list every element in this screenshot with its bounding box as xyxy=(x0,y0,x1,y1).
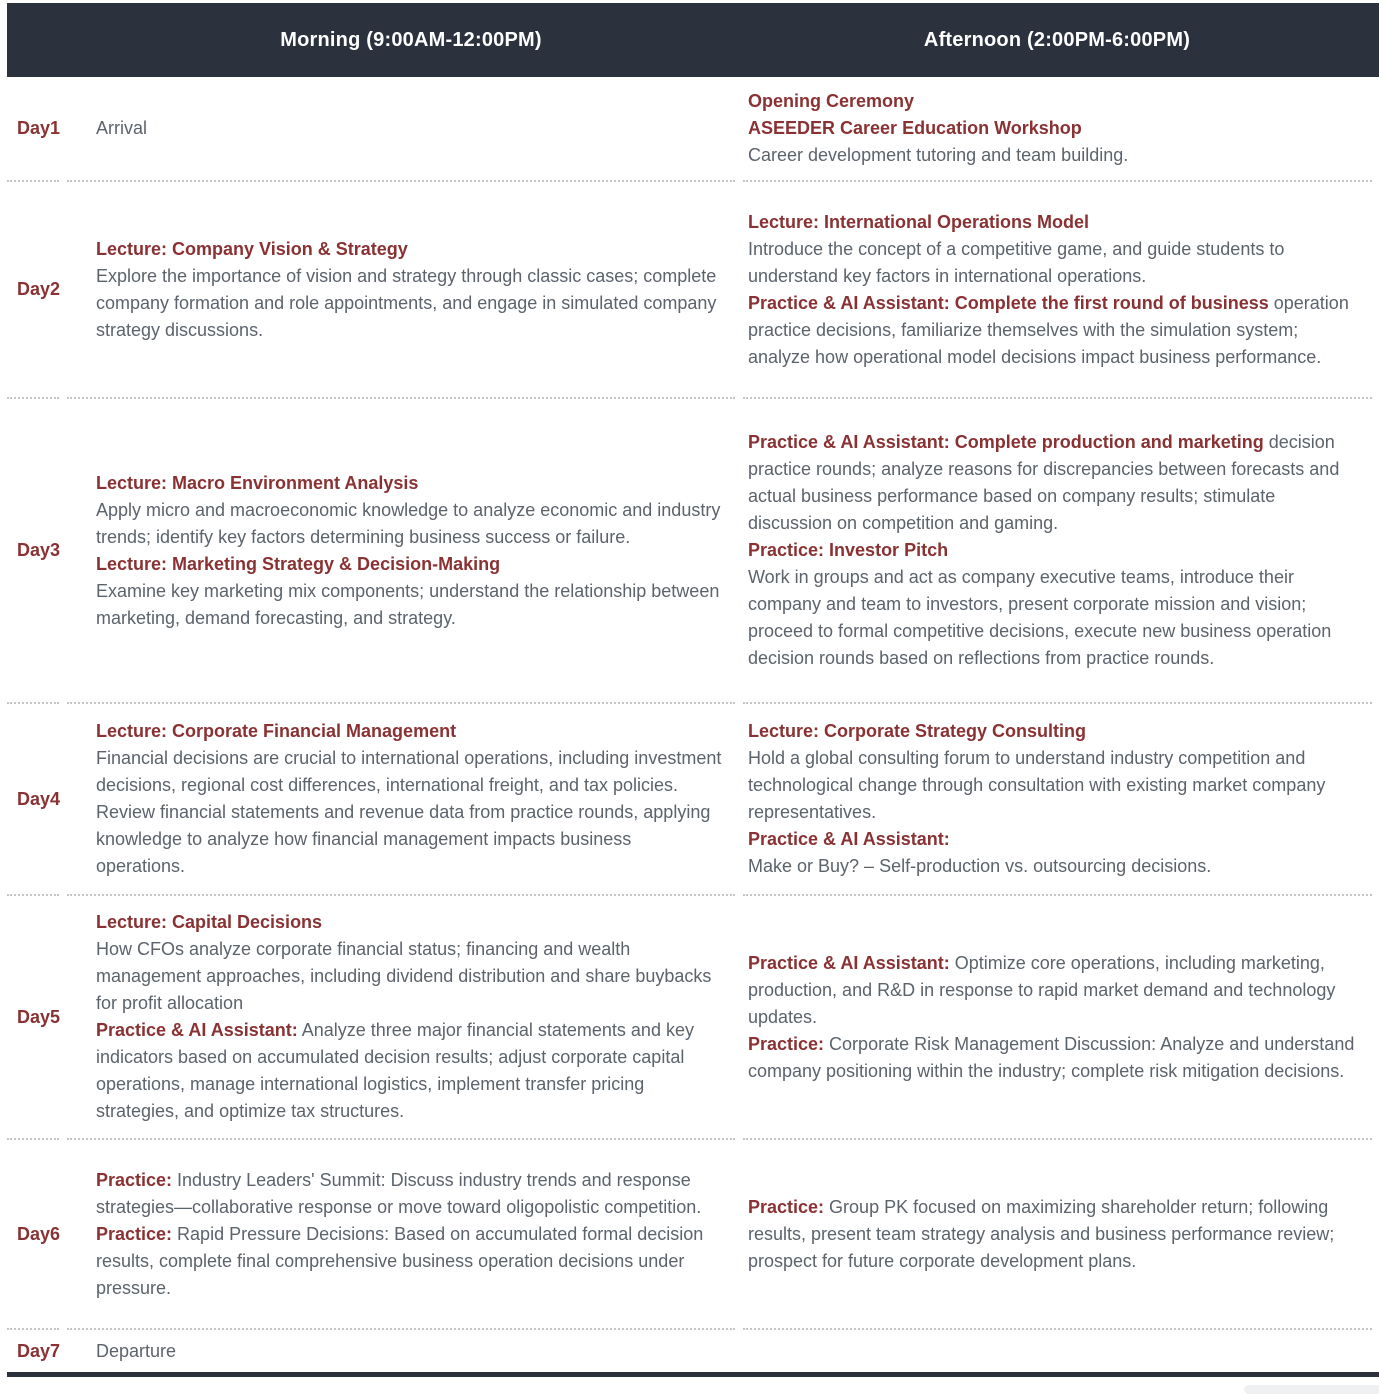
topic-heading: Practice: xyxy=(96,1223,173,1244)
topic-heading: Practice: xyxy=(96,1169,173,1190)
schedule-paragraph: Practice & AI Assistant: Complete the first round of business operation practice decisions, familiarize themselves with the simulation system; analyze how operational model decisions impact business performance. xyxy=(748,292,1349,367)
topic-heading: Practice & AI Assistant: Complete production and marketing xyxy=(748,432,1264,452)
schedule-paragraph: Introduce the concept of a competitive game, and guide students to understand key factors in international operations. xyxy=(748,238,1285,286)
day-label: Day3 xyxy=(17,540,61,560)
day-label: Day5 xyxy=(17,1006,61,1027)
schedule-paragraph: Career development tutoring and team building. xyxy=(748,145,1129,165)
topic-heading: Lecture: Corporate Strategy Consulting xyxy=(748,721,1087,741)
table-row xyxy=(7,182,1372,399)
schedule-paragraph xyxy=(748,826,1364,853)
table-header xyxy=(7,3,1379,77)
topic-heading: Practice: xyxy=(748,1033,825,1054)
schedule-paragraph: How CFOs analyze corporate financial status; financing and wealth management approaches, including dividend distribution and share buybacks for profit allocation xyxy=(96,939,712,1013)
schedule-paragraph: Practice & AI Assistant: Complete production and marketing decision practice rounds; analyze reasons for discrepancies between forecasts and actual business performance based on company results; stimulate discussion on competition and gaming. xyxy=(748,432,1340,533)
schedule-paragraph xyxy=(96,236,725,263)
afternoon-cell xyxy=(743,896,1372,1140)
morning-cell xyxy=(67,896,735,1140)
topic-heading: Opening Ceremony xyxy=(748,91,915,111)
afternoon-column-header: Afternoon (2:00PM-6:00PM) xyxy=(923,28,1191,51)
schedule-paragraph: Departure xyxy=(96,1341,177,1361)
topic-heading: Practice: Investor Pitch xyxy=(748,540,949,560)
afternoon-cell xyxy=(743,704,1372,896)
day-cell xyxy=(7,1140,59,1330)
afternoon-cell xyxy=(743,77,1372,182)
morning-cell xyxy=(67,1140,735,1330)
schedule-paragraph xyxy=(748,718,1364,745)
schedule-table xyxy=(7,77,1372,1373)
schedule-paragraph xyxy=(96,718,725,745)
schedule-paragraph: Financial decisions are crucial to international operations, including investment decisions, regional cost differences, international freight, and tax policies. Review financial statements and revenue data from practice rounds, applying knowledge to analyze how financial management impacts business operations. xyxy=(96,748,722,876)
table-row xyxy=(7,896,1372,1140)
day-label: Day6 xyxy=(17,1223,61,1244)
schedule-paragraph: Work in groups and act as company executive teams, introduce their company and team to investors, present corporate mission and vision; proceed to formal competitive decisions, execute new business operation decision rounds based on reflections from practice rounds. xyxy=(748,567,1332,668)
day-label: Day4 xyxy=(17,788,61,809)
schedule-paragraph: Hold a global consulting forum to understand industry competition and technological change through consultation with existing market company representatives. xyxy=(748,748,1326,822)
table-bottom-border xyxy=(7,1372,1379,1377)
topic-heading: Practice: xyxy=(748,1196,825,1217)
day-cell xyxy=(7,399,59,704)
topic-heading: Practice & AI Assistant: Complete the first round of business xyxy=(748,292,1269,313)
schedule-paragraph xyxy=(748,209,1364,236)
day-label: Day1 xyxy=(17,118,61,138)
topic-heading: ASEEDER Career Education Workshop xyxy=(748,118,1082,138)
schedule-paragraph xyxy=(96,909,725,936)
topic-heading: Lecture: Company Vision & Strategy xyxy=(96,238,408,259)
table-row xyxy=(7,1330,1372,1373)
topic-heading: Lecture: Marketing Strategy & Decision-Making xyxy=(96,553,501,574)
morning-cell xyxy=(67,77,735,182)
morning-column-header: Morning (9:00AM-12:00PM) xyxy=(280,28,542,51)
day-cell xyxy=(7,182,59,399)
afternoon-cell xyxy=(743,399,1372,704)
horizontal-scrollbar-thumb[interactable] xyxy=(1244,1385,1379,1394)
topic-heading: Practice & AI Assistant: xyxy=(96,1020,298,1040)
schedule-paragraph: Apply micro and macroeconomic knowledge to analyze economic and industry trends; identify key factors determining business success or failure. xyxy=(96,499,721,547)
topic-heading: Practice & AI Assistant: xyxy=(748,952,950,973)
schedule-paragraph xyxy=(748,88,1364,115)
topic-heading: Lecture: International Operations Model xyxy=(748,211,1090,232)
table-row xyxy=(7,77,1372,182)
schedule-paragraph: Explore the importance of vision and strategy through classic cases; complete company formation and role appointments, and engage in simulated company strategy discussions. xyxy=(96,265,717,340)
day-cell xyxy=(7,77,59,182)
morning-cell xyxy=(67,182,735,399)
day-label: Day7 xyxy=(17,1341,61,1361)
afternoon-cell xyxy=(743,1140,1372,1330)
topic-heading: Lecture: Capital Decisions xyxy=(96,912,323,932)
schedule-paragraph: Practice & AI Assistant: Optimize core operations, including marketing, production, and R&D in response to rapid market demand and technology updates. xyxy=(748,952,1336,1027)
day-cell xyxy=(7,704,59,896)
table-row xyxy=(7,1140,1372,1330)
morning-cell xyxy=(67,399,735,704)
schedule-paragraph: Arrival xyxy=(96,118,148,138)
schedule-paragraph xyxy=(96,470,725,497)
schedule-paragraph xyxy=(748,537,1364,564)
schedule-paragraph xyxy=(748,115,1364,142)
table-row xyxy=(7,704,1372,896)
schedule-paragraph xyxy=(96,551,725,578)
morning-cell xyxy=(67,1330,735,1373)
schedule-paragraph: Practice: Industry Leaders' Summit: Discuss industry trends and response strategies—collaborative response or move toward oligopolistic competition. xyxy=(96,1169,702,1217)
schedule-paragraph: Make or Buy? – Self-production vs. outsourcing decisions. xyxy=(748,856,1212,876)
topic-heading: Practice & AI Assistant: xyxy=(748,829,950,849)
schedule-paragraph: Examine key marketing mix components; understand the relationship between marketing, demand forecasting, and strategy. xyxy=(96,580,720,628)
schedule-paragraph: Practice & AI Assistant: Analyze three major financial statements and key indicators based on accumulated decision results; adjust corporate capital operations, manage international logistics, implement transfer pricing strategies, and optimize tax structures. xyxy=(96,1020,694,1121)
topic-heading: Lecture: Corporate Financial Management xyxy=(96,721,457,741)
day-cell xyxy=(7,1330,59,1373)
schedule-paragraph: Practice: Group PK focused on maximizing shareholder return; following results, present team strategy analysis and business performance review; prospect for future corporate development plans. xyxy=(748,1196,1335,1271)
morning-cell xyxy=(67,704,735,896)
day-label: Day2 xyxy=(17,279,61,299)
day-cell xyxy=(7,896,59,1140)
afternoon-cell xyxy=(743,182,1372,399)
schedule-paragraph: Practice: Corporate Risk Management Discussion: Analyze and understand company positioning within the industry; complete risk mitigation decisions. xyxy=(748,1033,1355,1081)
afternoon-cell xyxy=(743,1330,1372,1373)
table-row xyxy=(7,399,1372,704)
schedule-paragraph: Practice: Rapid Pressure Decisions: Based on accumulated formal decision results, complete final comprehensive business operation decisions under pressure. xyxy=(96,1223,704,1298)
topic-heading: Lecture: Macro Environment Analysis xyxy=(96,472,419,493)
